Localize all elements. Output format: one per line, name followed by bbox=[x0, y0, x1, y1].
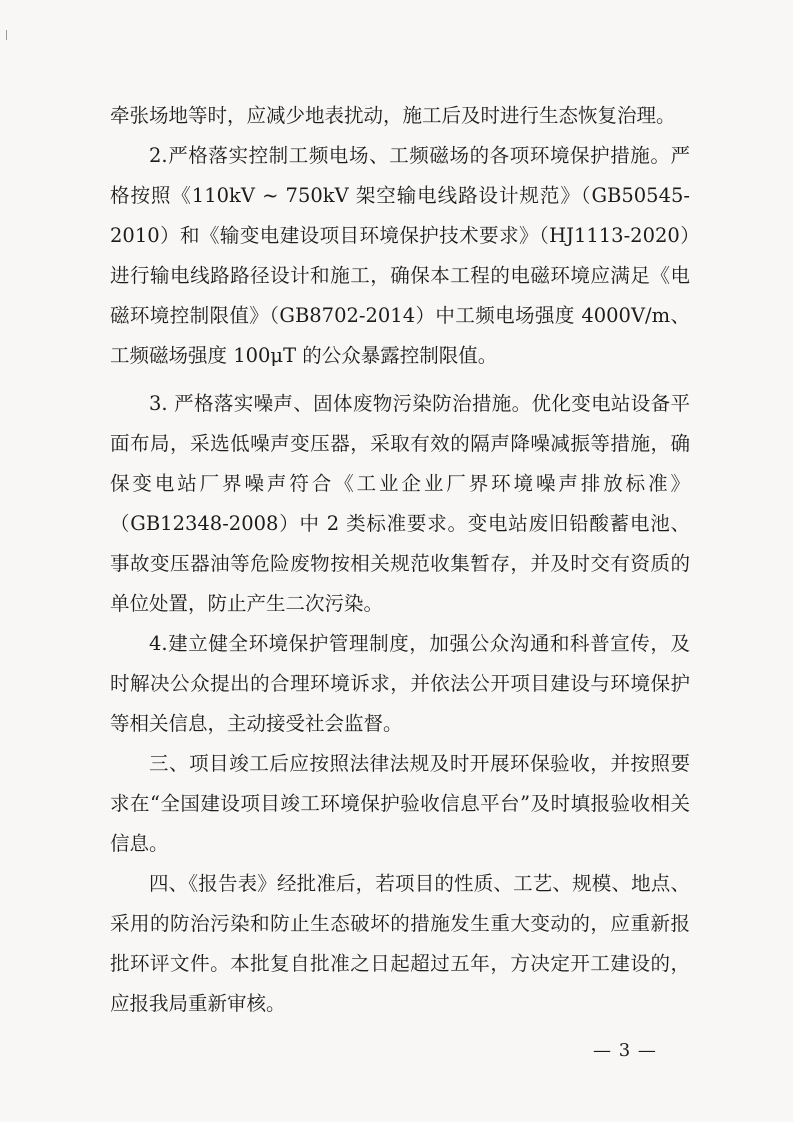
paragraph-section-4: 四、《报告表》经批准后，若项目的性质、工艺、规模、地点、采用的防治污染和防止生态破坏的措施发生重大变动的，应重新报批环评文件。本批复自批准之日起超过五年，方决定开工建设的，应报我局重新审核。 bbox=[110, 872, 690, 1015]
paragraph-item-4: 4.建立健全环境保护管理制度，加强公众沟通和科普宣传，及时解决公众提出的合理环境诉求，并依法公开项目建设与环境保护等相关信息，主动接受社会监督。 bbox=[110, 632, 690, 735]
paragraph-item-2: 2.严格落实控制工频电场、工频磁场的各项环境保护措施。严格按照《110kV ~ 750kV 架空输电线路设计规范》（GB50545-2010）和《输变电建设项目环境保护技术要求》（HJ1113-2020）进行输电线路路径设计和施工，确保本工程的电磁环境应满足《电磁环境控制限值》（GB8702-2014）中工频电场强度 4000V/m、工频磁场强度 100μT 的公众暴露控制限值。 bbox=[110, 144, 690, 367]
scan-edge-mark bbox=[6, 30, 7, 40]
paragraph-continuation: 牵张场地等时，应减少地表扰动，施工后及时进行生态恢复治理。 bbox=[110, 104, 676, 127]
paragraph-section-3: 三、项目竣工后应按照法律法规及时开展环保验收，并按照要求在“全国建设项目竣工环境保护验收信息平台”及时填报验收相关信息。 bbox=[110, 752, 690, 855]
page-number: — 3 — bbox=[593, 1040, 657, 1061]
document-body bbox=[110, 96, 690, 1024]
paragraph-item-3: 3. 严格落实噪声、固体废物污染防治措施。优化变电站设备平面布局，采选低噪声变压器，采取有效的隔声降噪减振等措施，确保变电站厂界噪声符合《工业企业厂界环境噪声排放标准》（GB12348-2008）中 2 类标准要求。变电站废旧铅酸蓄电池、事故变压器油等危险废物按相关规范收集暂存，并及时交有资质的单位处置，防止产生二次污染。 bbox=[110, 392, 690, 615]
